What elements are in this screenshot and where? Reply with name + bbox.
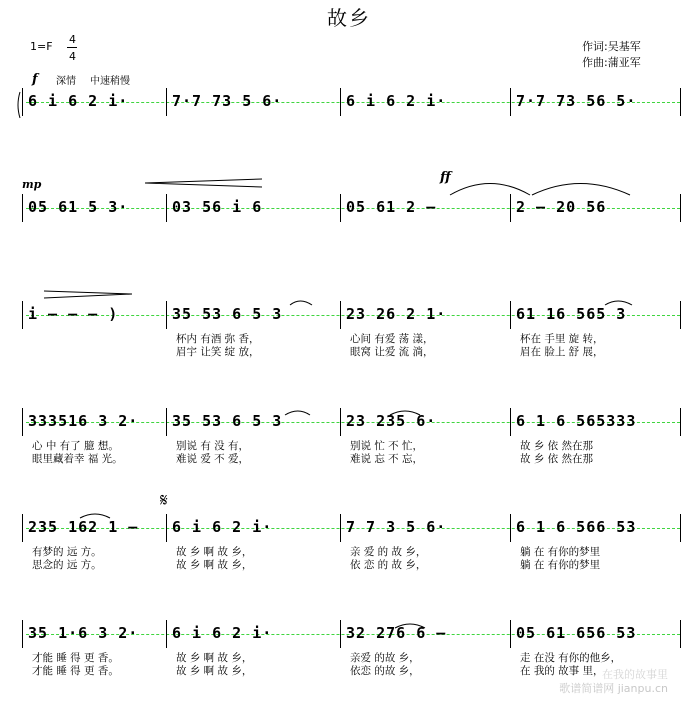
- lyric-line-1: 别说 有 没 有，: [176, 440, 250, 452]
- barline: [166, 620, 167, 648]
- lyric-line-1: 心 中 有了 臆 想。: [32, 440, 119, 452]
- crescendo-hairpin: [145, 179, 262, 187]
- lyric-line-2: 眼里藏着幸 福 光。: [32, 453, 123, 465]
- barline: [510, 301, 511, 329]
- measure-notes: 7·7 73 56 5·: [516, 92, 637, 110]
- dynamic-forte: f: [32, 72, 38, 87]
- tempo-marking: 中速稍慢: [90, 76, 130, 87]
- lyric-line-2: 依恋 的故 乡，: [350, 665, 420, 677]
- barline: [166, 408, 167, 436]
- lyric-line-2: 依 恋 的 故 乡，: [350, 559, 427, 571]
- barline: [680, 408, 681, 436]
- slur-arc: [285, 411, 310, 415]
- barline: [22, 88, 23, 116]
- barline: [680, 194, 681, 222]
- measure-notes: 6 1 6 565333: [516, 412, 637, 430]
- watermark-lyric: 在我的故事里: [602, 668, 668, 681]
- measure-notes: 03 56 i 6: [172, 198, 263, 216]
- barline: [166, 514, 167, 542]
- lyric-line-1: 才能 睡 得 更 香。: [32, 652, 119, 664]
- barline: [166, 301, 167, 329]
- lyric-line-1: 故 乡 依 然在那: [520, 440, 594, 452]
- measure-notes: i — — — ): [28, 305, 119, 323]
- lyric-line-2: 眼窝 让爱 流 淌，: [350, 346, 434, 358]
- lyric-line-2: 才能 睡 得 更 香。: [32, 665, 119, 677]
- barline: [510, 88, 511, 116]
- tie-arc: [450, 184, 530, 196]
- measure-notes: 6 i 6 2 i·: [346, 92, 447, 110]
- lyric-line-2: 难说 忘 不 忘，: [350, 453, 424, 465]
- measure-notes: 6 i 6 2 i·: [172, 518, 273, 536]
- barline: [22, 194, 23, 222]
- dynamic-fortissimo: ff: [440, 170, 451, 185]
- lyric-line-1: 故 乡 啊 故 乡，: [176, 546, 253, 558]
- time-signature-bottom: 4: [69, 50, 76, 63]
- barline: [340, 620, 341, 648]
- repeat-bracket: [18, 92, 20, 118]
- barline: [166, 88, 167, 116]
- lyric-line-2: 思念的 远 方。: [32, 559, 102, 571]
- lyric-line-2: 故 乡 依 然在那: [520, 453, 594, 465]
- lyric-line-1: 躺 在 有你的梦里: [520, 546, 601, 558]
- lyric-line-1: 亲 爱 的 故 乡，: [350, 546, 427, 558]
- composer-credit: 作曲:蒲亚军: [582, 56, 641, 69]
- page-title: 故乡: [327, 6, 371, 30]
- lyric-line-1: 亲爱 的故 乡，: [350, 652, 420, 664]
- barline: [680, 88, 681, 116]
- barline: [22, 408, 23, 436]
- barline: [510, 408, 511, 436]
- lyric-line-1: 杯内 有酒 弥 香，: [176, 333, 260, 345]
- lyric-line-1: 故 乡 啊 故 乡，: [176, 652, 253, 664]
- barline: [510, 514, 511, 542]
- measure-notes: 6 i 6 2 i·: [172, 624, 273, 642]
- decrescendo-hairpin: [44, 291, 132, 298]
- lyric-line-2: 眉宇 让笑 绽 放，: [176, 346, 260, 358]
- measure-notes: 05 61 5 3·: [28, 198, 129, 216]
- final-barline: [680, 620, 681, 648]
- measure-notes: 7·7 73 5 6·: [172, 92, 283, 110]
- barline: [340, 301, 341, 329]
- barline: [680, 514, 681, 542]
- measure-notes: 35 53 6 5 3: [172, 412, 283, 430]
- watermark: 歌谱简谱网 jianpu.cn: [559, 682, 668, 695]
- lyricist-credit: 作词:吴基军: [582, 40, 641, 53]
- lyric-line-1: 有梦的 远 方。: [32, 546, 102, 558]
- time-signature-top: 4: [69, 33, 76, 46]
- slur-arc: [290, 301, 312, 305]
- barline: [510, 620, 511, 648]
- measure-notes: 235 162 1 —: [28, 518, 139, 536]
- lyric-line-1: 走 在没 有你的他乡，: [520, 652, 622, 664]
- tempo-expression: 深情: [56, 76, 76, 87]
- barline: [340, 514, 341, 542]
- barline: [680, 301, 681, 329]
- measure-notes: 61 16 565 3: [516, 305, 627, 323]
- barline: [340, 408, 341, 436]
- measure-notes: 35 1·6 3 2·: [28, 624, 139, 642]
- measure-notes: 2 — 20 56: [516, 198, 607, 216]
- measure-notes: 6 1 6 566 53: [516, 518, 637, 536]
- lyric-line-1: 心间 有爱 荡 漾，: [350, 333, 434, 345]
- lyric-line-2: 故 乡 啊 故 乡，: [176, 559, 253, 571]
- barline: [340, 194, 341, 222]
- barline: [22, 620, 23, 648]
- lyric-line-1: 别说 忙 不 忙，: [350, 440, 424, 452]
- measure-notes: 05 61 656 53: [516, 624, 637, 642]
- measure-notes: 333516 3 2·: [28, 412, 139, 430]
- barline: [166, 194, 167, 222]
- tie-arc: [532, 184, 630, 196]
- lyric-line-2: 故 乡 啊 故 乡，: [176, 665, 253, 677]
- lyric-line-2: 难说 爱 不 爱，: [176, 453, 250, 465]
- lyric-line-2: 躺 在 有你的梦里: [520, 559, 601, 571]
- dynamic-mezzo-piano: mp: [22, 178, 42, 191]
- lyric-line-2: 眉在 脸上 舒 展，: [520, 346, 604, 358]
- segno-sign: 𝄋: [160, 490, 168, 511]
- measure-notes: 05 61 2 —: [346, 198, 437, 216]
- measure-notes: 23 26 2 1·: [346, 305, 447, 323]
- measure-notes: 32 276 6 —: [346, 624, 447, 642]
- measure-notes: 35 53 6 5 3: [172, 305, 283, 323]
- measure-notes: 23 235 6·: [346, 412, 437, 430]
- measure-notes: 6 i 6 2 i·: [28, 92, 129, 110]
- lyric-line-1: 杯在 手里 旋 转，: [520, 333, 604, 345]
- barline: [22, 514, 23, 542]
- barline: [510, 194, 511, 222]
- barline: [22, 301, 23, 329]
- lyric-line-2: 在 我的 故事 里，: [520, 665, 604, 677]
- barline: [340, 88, 341, 116]
- measure-notes: 7 7 3 5 6·: [346, 518, 447, 536]
- key-signature: 1=F: [30, 40, 53, 53]
